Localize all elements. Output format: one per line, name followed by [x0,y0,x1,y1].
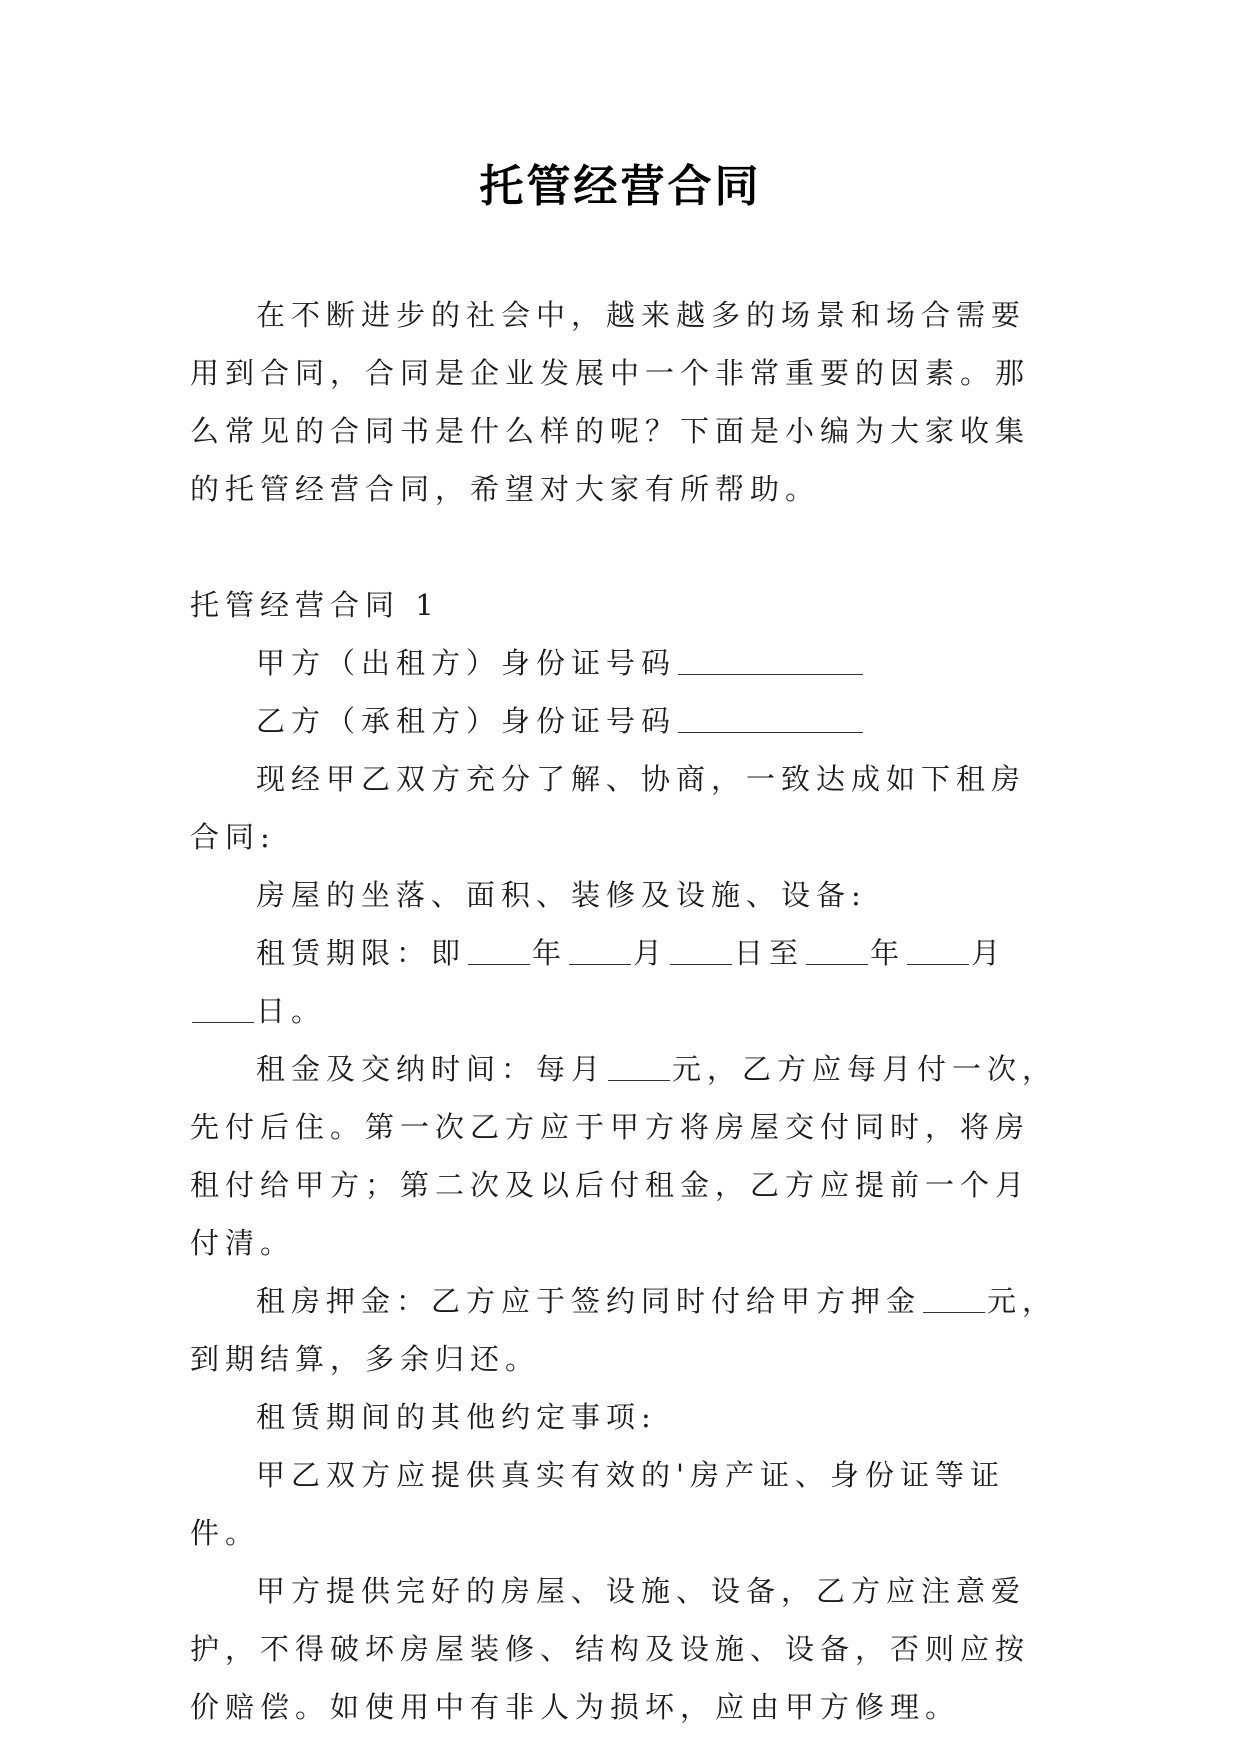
blank-line [192,992,254,1023]
blank-line [806,934,868,965]
blank-line [608,1050,670,1081]
deposit-text: 元，到期结算，多余归还。 [190,1284,1058,1376]
term-month: 月 [633,936,669,970]
deposit-prefix: 租房押金：乙方应于签约同时付给甲方押金 [256,1284,922,1318]
term-prefix: 租赁期限：即 [256,936,467,970]
location-paragraph: 房屋的坐落、面积、装修及设施、设备: [256,878,867,912]
term-year: 年 [532,936,568,970]
term-end: 日。 [256,994,327,1028]
rent-text: 元，乙方应每月付一次，先付后住。第一次乙方应于甲方将房屋交付同时，将房租付给甲方；第二次及以后付租金，乙方应提前一个月付清。 [190,1052,1058,1260]
other-terms-heading: 租赁期间的其他约定事项: [256,1400,657,1434]
blank-line [923,1282,985,1313]
document-body [190,286,1060,1736]
blank-line [678,702,863,733]
clause-paragraph: 甲乙双方应提供真实有效的'房产证、身份证等证件。 [190,1458,1005,1550]
blank-line [569,934,631,965]
blank-line [907,934,969,965]
deposit-paragraph [190,1272,1060,1388]
term-paragraph [190,924,1060,1040]
rent-prefix: 租金及交纳时间：每月 [256,1052,607,1086]
clause-paragraph: 甲方提供完好的房屋、设施、设备，乙方应注意爱护，不得破坏房屋装修、结构及设施、设备，否则应按价赔偿。如使用中有非人为损坏，应由甲方修理。 [190,1574,1031,1724]
agreement-paragraph: 现经甲乙双方充分了解、协商，一致达成如下租房合同: [190,762,1027,854]
term-month: 月 [971,936,1007,970]
blank-line [468,934,530,965]
term-day-to: 日至 [734,936,805,970]
party-b-label: 乙方（承租方）身份证号码 [256,704,677,738]
intro-paragraph: 在不断进步的社会中，越来越多的场景和场合需要用到合同，合同是企业发展中一个非常重要的因素。那么常见的合同书是什么样的呢？下面是小编为大家收集的托管经营合同，希望对大家有所帮助。 [190,298,1031,506]
party-b-line [190,692,1060,750]
blank-line [678,644,863,675]
document-title: 托管经营合同 [479,161,762,212]
party-a-label: 甲方（出租方）身份证号码 [256,646,677,680]
rent-paragraph [190,1040,1060,1272]
party-a-line [190,634,1060,692]
blank-line [670,934,732,965]
term-year: 年 [870,936,906,970]
section-title: 托管经营合同 1 [190,588,440,622]
